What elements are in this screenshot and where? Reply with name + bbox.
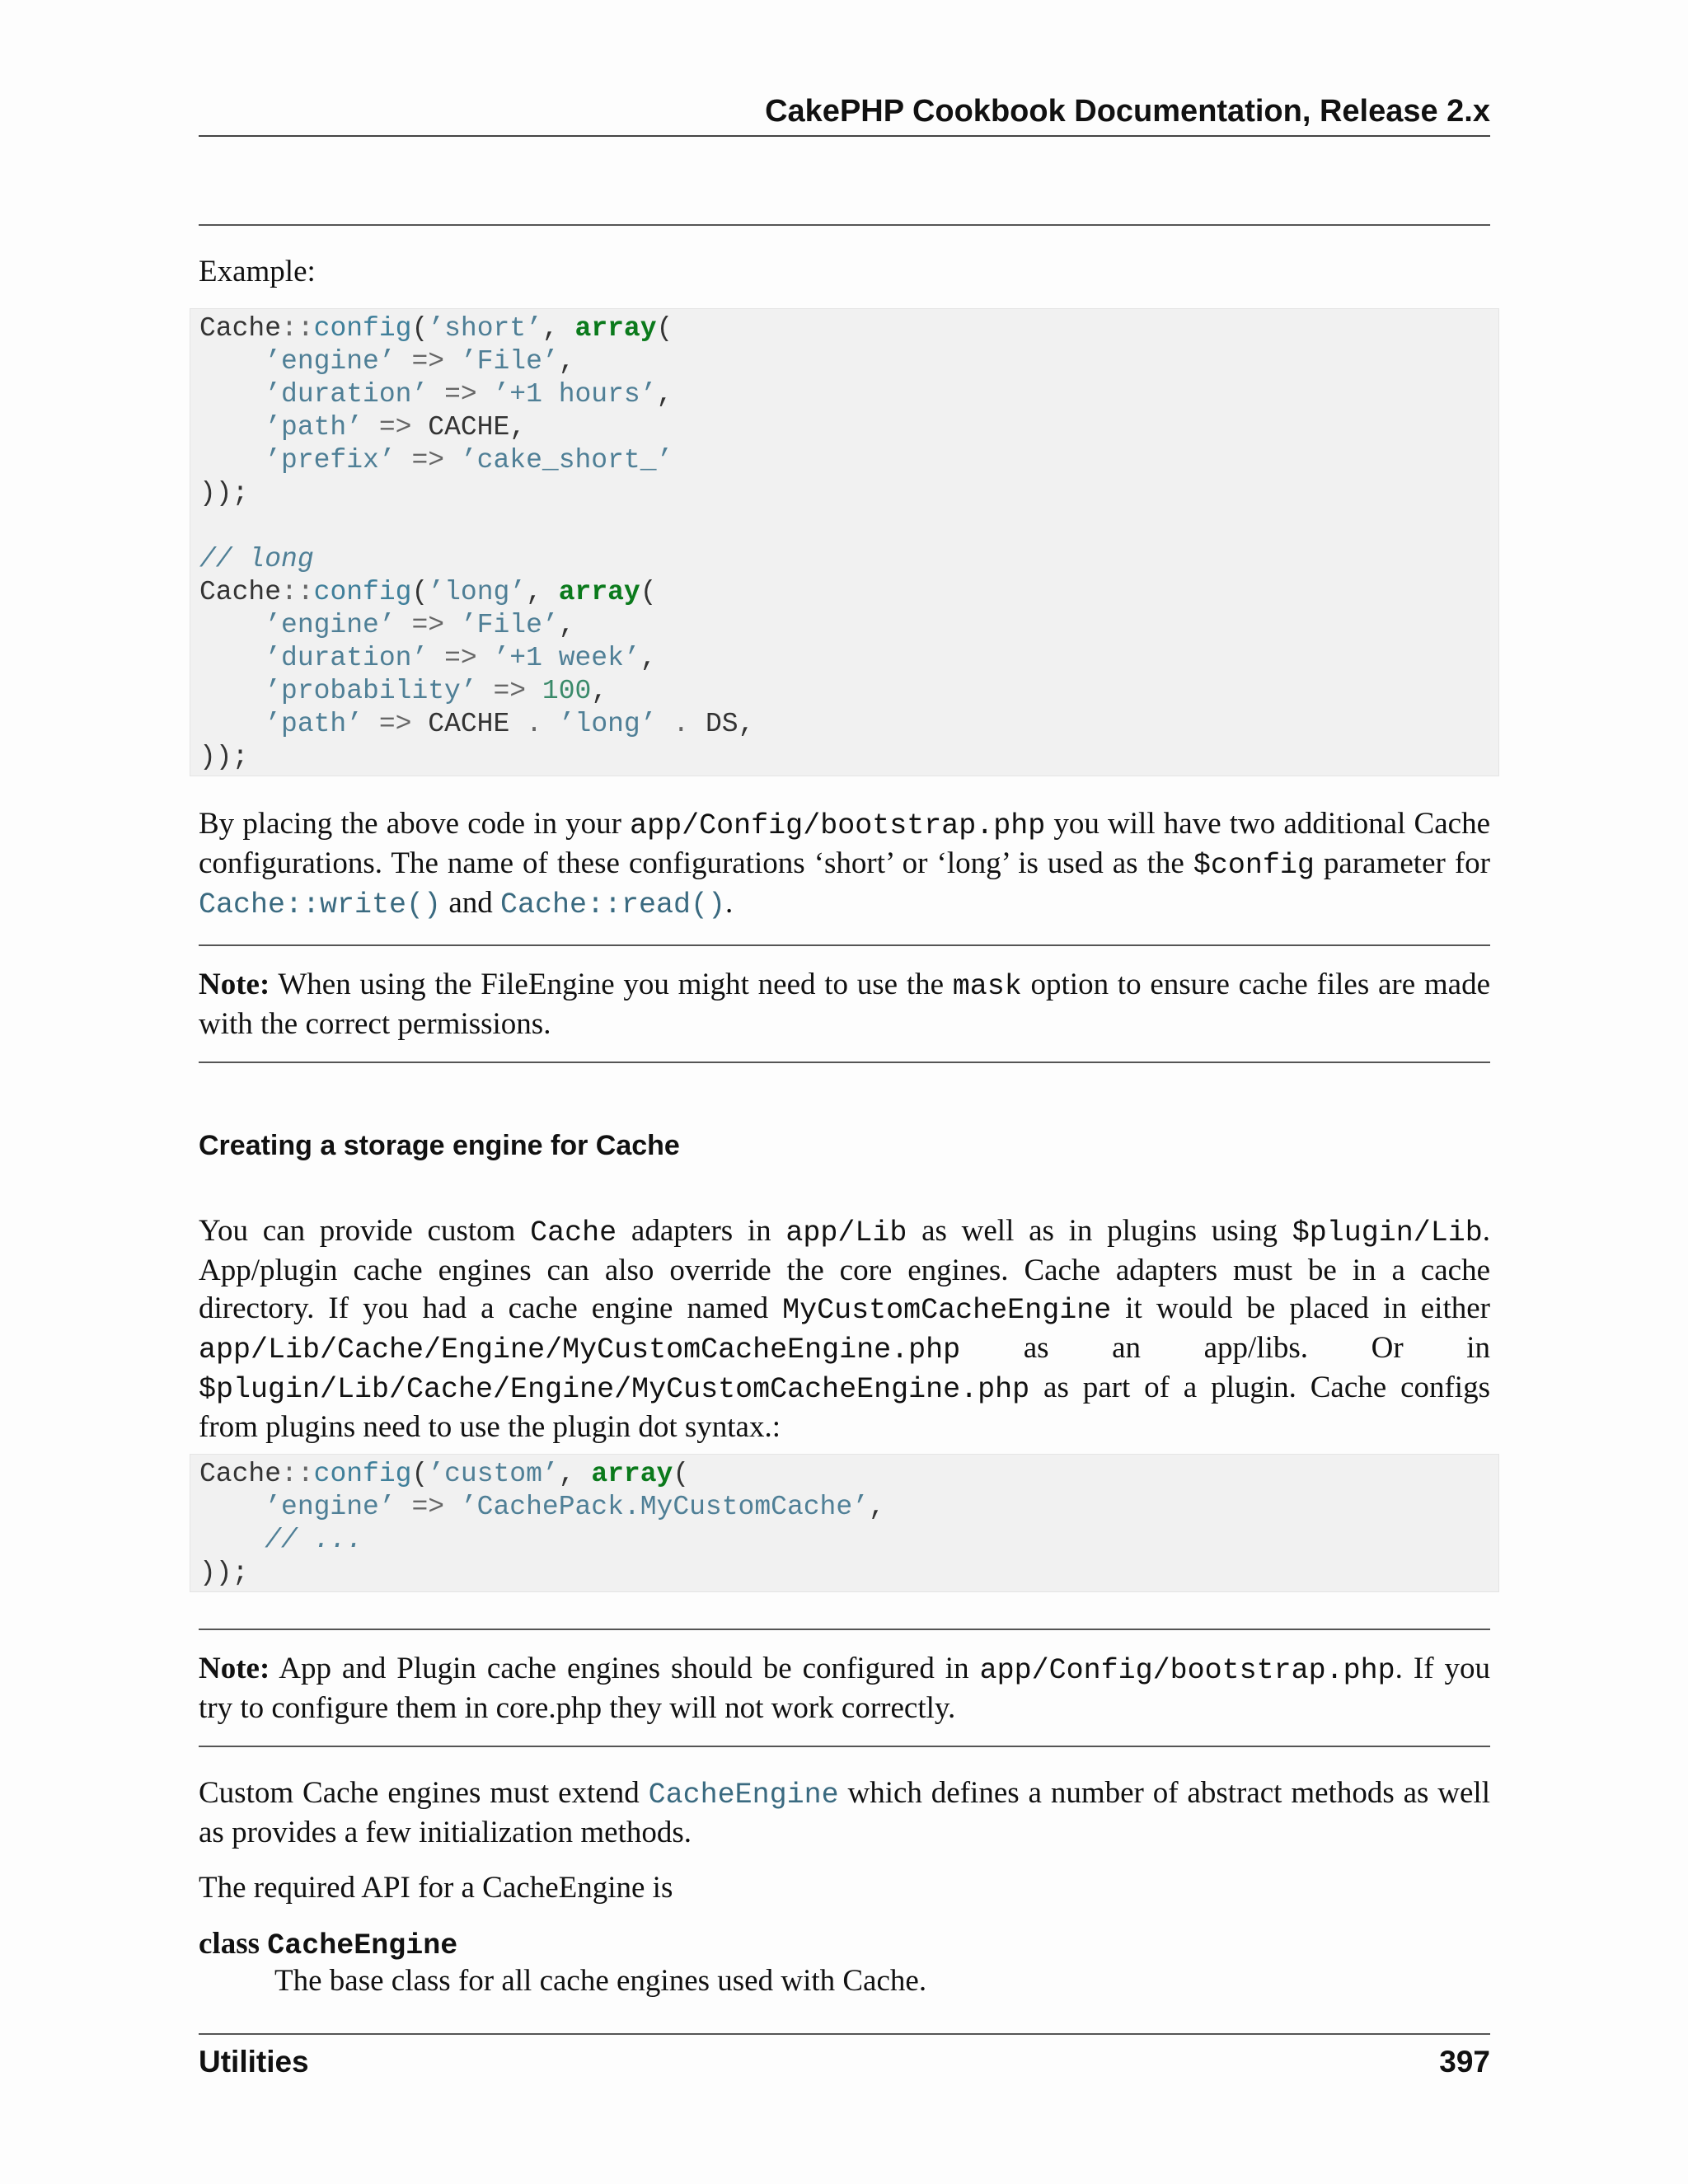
- cacheengine-link[interactable]: CacheEngine: [648, 1779, 839, 1811]
- example-label: Example:: [199, 255, 316, 288]
- note-bootstrap: Note: App and Plugin cache engines should be configured in app/Config/bootstrap.php. If you try to configure them in core.php they will not work correctly.: [199, 1652, 1490, 1725]
- top-rule: [199, 224, 1490, 226]
- running-header: CakePHP Cookbook Documentation, Release 2.x: [199, 91, 1490, 137]
- paragraph-cacheengine-extend: Custom Cache engines must extend CacheEngine which defines a number of abstract methods as well as provides a few initialization methods.: [199, 1776, 1490, 1849]
- cache-read-link[interactable]: Cache::read(): [500, 888, 726, 921]
- note-label: Note:: [199, 968, 270, 1001]
- code-block-short-long: Cache::config(’short’, array( ’engine’ => ’File’, ’duration’ => ’+1 hours’, ’path’ => CACHE, ’prefix’ => ’cake_short_’ )); // long Cache::config(’long’, array( ’engine’ => ’File’, ’duration’ => ’+1 week’, ’probability’ => 100, ’path’ => CACHE . ’long’ . DS, ));: [190, 308, 1499, 776]
- note1-bottom-rule: [199, 1062, 1490, 1063]
- cache-write-link[interactable]: Cache::write(): [199, 888, 442, 921]
- class-description: The base class for all cache engines used with Cache.: [274, 1964, 927, 1998]
- note1-top-rule: [199, 944, 1490, 946]
- page-number: 397: [1439, 2045, 1490, 2079]
- note2-bottom-rule: [199, 1746, 1490, 1747]
- note2-top-rule: [199, 1629, 1490, 1630]
- note-mask-option: Note: When using the FileEngine you might need to use the mask option to ensure cache files are made with the correct permissions.: [199, 968, 1490, 1041]
- class-name: CacheEngine: [267, 1929, 458, 1962]
- class-definition: class CacheEngine: [199, 1927, 458, 1962]
- code-block-custom: Cache::config(’custom’, array( ’engine’ => ’CachePack.MyCustomCache’, // ... ));: [190, 1454, 1499, 1592]
- note-label: Note:: [199, 1652, 270, 1685]
- paragraph-config-explanation: By placing the above code in your app/Config/bootstrap.php you will have two additional Cache configurations. The name of these configurations ‘short’ or ‘long’ is used as the $config parameter for Cache::write() and Cache::read().: [199, 807, 1490, 921]
- page-footer: [199, 2033, 1490, 2081]
- paragraph-required-api: The required API for a CacheEngine is: [199, 1871, 673, 1905]
- paragraph-custom-adapters: You can provide custom Cache adapters in app/Lib as well as in plugins using $plugin/Lib. App/plugin cache engines can also override the core engines. Cache adapters must be in a cache directory. If you had a cache engine named MyCustomCacheEngine it would be placed in either app/Lib/Cache/Engine/MyCustomCacheEngine.php as an app/libs. Or in $plugin/Lib/Cache/Engine/MyCustomCacheEngine.php as part of a plugin. Cache configs from plugins need to use the plugin dot syntax.:: [199, 1214, 1490, 1444]
- footer-section: Utilities: [199, 2045, 309, 2079]
- section-heading: Creating a storage engine for Cache: [199, 1130, 680, 1161]
